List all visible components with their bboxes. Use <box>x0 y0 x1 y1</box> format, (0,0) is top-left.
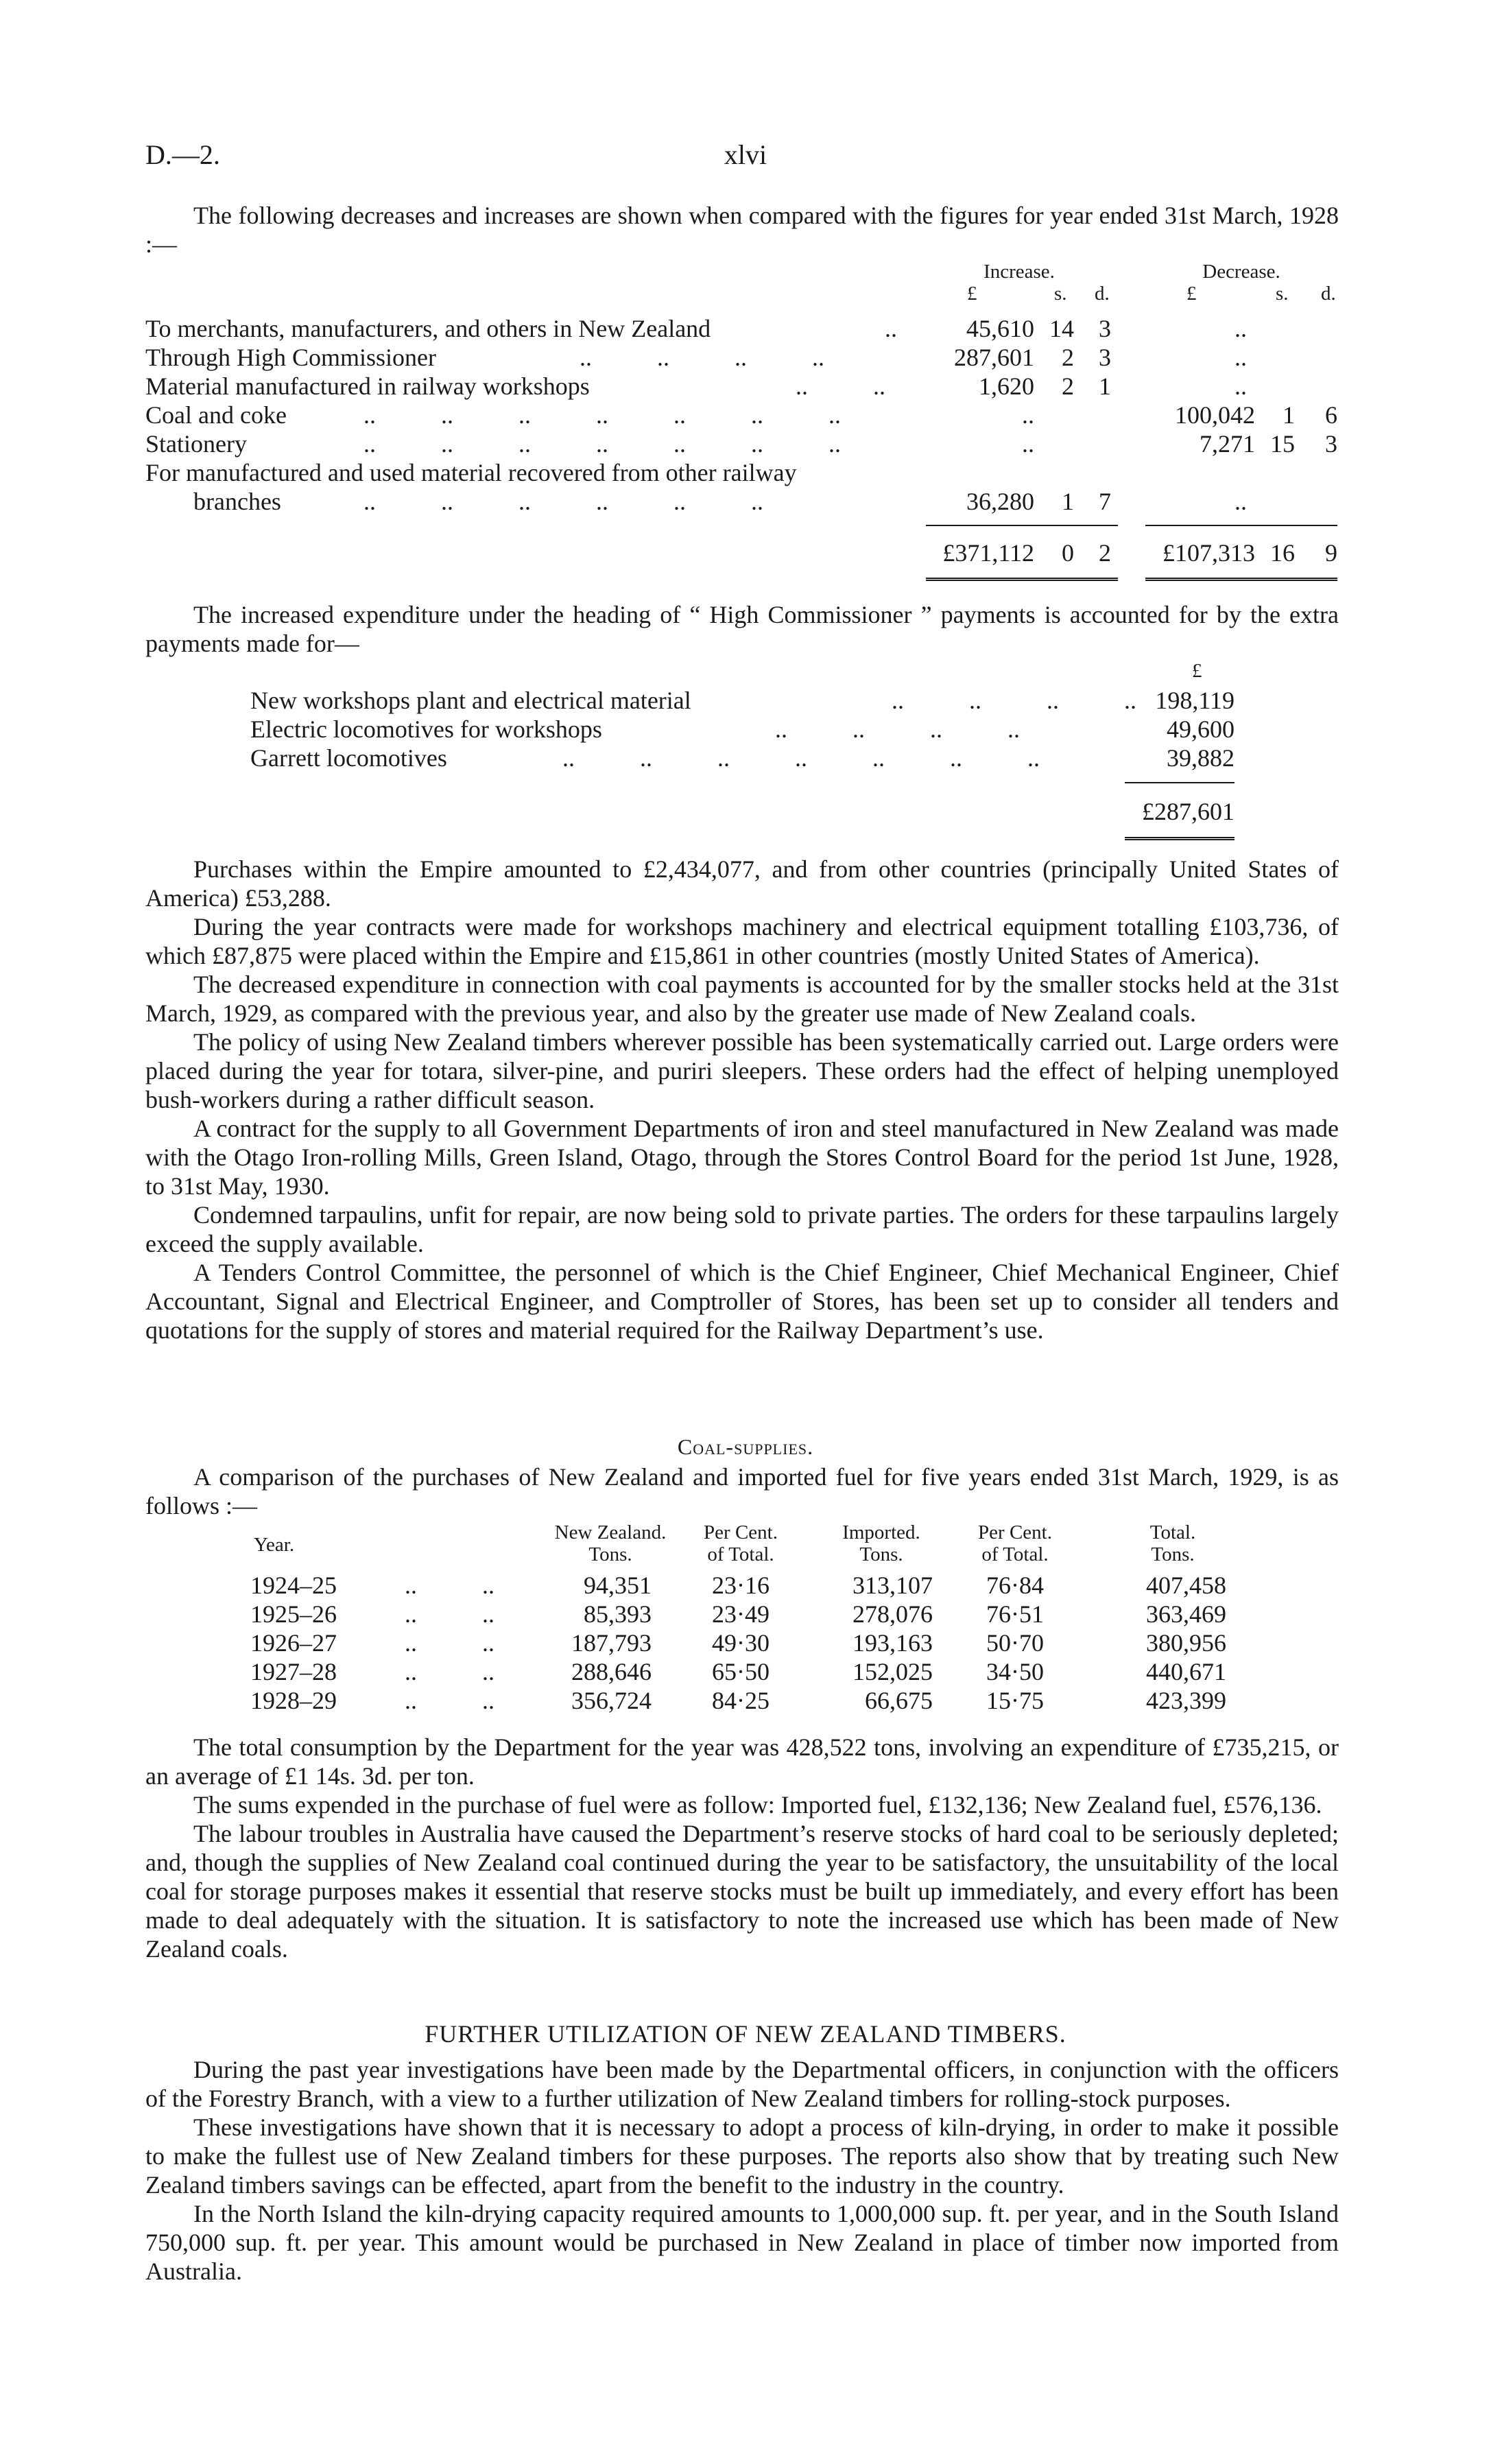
total-tons: 407,458 <box>1146 1572 1226 1599</box>
imported-percent: 76·84 <box>986 1572 1044 1599</box>
imported-tons: 66,675 <box>865 1687 933 1714</box>
decrease-shillings-unit: s. <box>1276 283 1289 305</box>
item-leader: .. .. .. .. .. .. .. <box>562 744 1040 772</box>
decrease-empty: .. <box>1234 315 1247 342</box>
increase-pence: 3 <box>1099 344 1111 371</box>
total-tons: 423,399 <box>1146 1687 1226 1714</box>
list-item <box>0 715 1491 744</box>
imported-header: Imported. Tons. <box>842 1521 920 1565</box>
decrease-empty: .. <box>1234 372 1247 400</box>
decrease-pence-unit: d. <box>1321 283 1336 305</box>
row-label: Coal and coke <box>145 401 287 429</box>
coal-intro: A comparison of the purchases of New Zealand and imported fuel for five years ended 31st March, 1929, is as follows :— <box>145 1463 1339 1519</box>
pct2-header: Per Cent. of Total. <box>978 1521 1052 1565</box>
timbers-heading: FURTHER UTILIZATION OF NEW ZEALAND TIMBERS. <box>425 2020 1066 2048</box>
paragraph: During the year contracts were made for workshops machinery and electrical equipment totalling £103,736, of which £87,875 were placed within the Empire and £15,861 in other countries (mostly United States of America). <box>145 913 1339 969</box>
paragraph: These investigations have shown that it is necessary to adopt a process of kiln-drying, in order to make it possible to make the fullest use of New Zealand timbers for these purposes. The reports also show that by treating such New Zealand timbers savings can be effected, apart from the benefit to the industry in the country. <box>145 2113 1339 2199</box>
table-row <box>0 1628 1491 1657</box>
row-leader: .. .. .. .. .. .. .. <box>363 430 841 458</box>
row-leader: .. .. <box>405 1629 494 1657</box>
nz-percent: 84·25 <box>712 1687 770 1714</box>
imported-tons: 193,163 <box>852 1629 933 1657</box>
increase-pounds: 1,620 <box>979 372 1034 400</box>
increase-column-header: Increase. <box>983 261 1055 283</box>
increase-empty: .. <box>1022 401 1034 429</box>
sum-rule <box>1125 782 1234 783</box>
row-leader: .. .. .. .. <box>580 344 824 371</box>
document-reference: D.—2. <box>145 139 220 170</box>
increase-pence: 7 <box>1099 488 1111 515</box>
increase-total-shillings: 0 <box>1062 539 1074 567</box>
increase-pence-unit: d. <box>1095 283 1110 305</box>
decrease-shillings: 1 <box>1283 401 1295 429</box>
table-row <box>0 343 1491 372</box>
item-label: New workshops plant and electrical material <box>250 687 691 714</box>
item-label: Garrett locomotives <box>250 744 447 772</box>
table-row <box>0 314 1491 343</box>
increase-shillings: 2 <box>1062 344 1074 371</box>
imported-percent: 15·75 <box>986 1687 1044 1714</box>
paragraph: During the past year investigations have been made by the Departmental officers, in conjunction with the officers of the Forestry Branch, with a view to a further utilization of New Zealand timbers for rolling-stock purposes. <box>145 2056 1339 2112</box>
row-label: To merchants, manufacturers, and others in New Zealand <box>145 315 711 342</box>
imported-percent: 50·70 <box>986 1629 1044 1657</box>
increase-shillings-unit: s. <box>1054 283 1067 305</box>
increase-pence: 1 <box>1099 372 1111 400</box>
table-row <box>0 458 1491 487</box>
decrease-empty: .. <box>1234 488 1247 515</box>
paragraph: Condemned tarpaulins, unfit for repair, are now being sold to private parties. The orders for these tarpaulins largely exceed the supply available. <box>145 1201 1339 1257</box>
increase-double-rule <box>926 578 1118 581</box>
table-row <box>0 487 1491 516</box>
pound-unit: £ <box>1192 660 1202 682</box>
year-cell: 1924–25 <box>250 1572 337 1599</box>
coal-paragraphs <box>145 1733 1339 1963</box>
pct1-header: Per Cent. of Total. <box>704 1521 778 1565</box>
imported-percent: 34·50 <box>986 1658 1044 1685</box>
decrease-pounds: 100,042 <box>1175 401 1255 429</box>
row-leader: .. .. <box>405 1600 494 1628</box>
coal-heading: Coal-supplies. <box>677 1434 814 1459</box>
timbers-paragraphs <box>145 2055 1339 2286</box>
year-cell: 1928–29 <box>250 1687 337 1714</box>
total-tons: 380,956 <box>1146 1629 1226 1657</box>
list-item <box>0 686 1491 715</box>
item-value: 39,882 <box>1167 744 1234 772</box>
table-row <box>0 372 1491 401</box>
item-leader: .. .. .. .. <box>892 687 1136 714</box>
decrease-pence: 3 <box>1325 430 1337 458</box>
table-row <box>0 1600 1491 1628</box>
page-number: xlvi <box>724 139 767 170</box>
totals-row <box>0 538 1491 567</box>
increase-pounds: 287,601 <box>954 344 1034 371</box>
year-cell: 1927–28 <box>250 1658 337 1685</box>
nz-percent: 23·16 <box>712 1572 770 1599</box>
imported-tons: 313,107 <box>852 1572 933 1599</box>
nz-percent: 23·49 <box>712 1600 770 1628</box>
total-tons: 363,469 <box>1146 1600 1226 1628</box>
decrease-pence: 6 <box>1325 401 1337 429</box>
table-row <box>0 401 1491 429</box>
year-header: Year. <box>254 1534 295 1556</box>
nz-percent: 49·30 <box>712 1629 770 1657</box>
table-row <box>0 1657 1491 1686</box>
row-label-line1: For manufactured and used material recovered from other railway <box>145 459 797 486</box>
nz-header: New Zealand. Tons. <box>554 1521 667 1565</box>
row-label: Stationery <box>145 430 247 458</box>
increase-total-pounds: £371,112 <box>942 539 1034 567</box>
decrease-column-header: Decrease. <box>1202 261 1280 283</box>
high-commissioner-total: £287,601 <box>1142 798 1234 825</box>
paragraph: The policy of using New Zealand timbers wherever possible has been systematically carried out. Large orders were placed during the year for totara, silver-pine, and puriri sleepers. These orders had the effect of helping unemployed bush-workers during a rather difficult season. <box>145 1028 1339 1113</box>
year-cell: 1926–27 <box>250 1629 337 1657</box>
nz-tons: 288,646 <box>571 1658 652 1685</box>
total-tons: 440,671 <box>1146 1658 1226 1685</box>
list-item <box>0 744 1491 772</box>
row-leader: .. .. .. .. .. .. .. <box>363 401 841 429</box>
increase-pence: 3 <box>1099 315 1111 342</box>
item-label: Electric locomotives for workshops <box>250 715 602 743</box>
increase-rule <box>926 525 1118 526</box>
table-row <box>0 1686 1491 1715</box>
row-leader: .. .. <box>405 1658 494 1685</box>
imported-percent: 76·51 <box>986 1600 1044 1628</box>
increase-shillings: 1 <box>1062 488 1074 515</box>
decrease-total-pence: 9 <box>1325 539 1337 567</box>
increase-empty: .. <box>1022 430 1034 458</box>
decrease-rule <box>1145 525 1337 526</box>
row-leader: .. .. <box>405 1572 494 1599</box>
decrease-double-rule <box>1145 578 1337 581</box>
nz-percent: 65·50 <box>712 1658 770 1685</box>
increase-pounds-unit: £ <box>967 283 977 305</box>
increase-shillings: 2 <box>1062 372 1074 400</box>
item-leader: .. .. .. .. <box>775 715 1020 743</box>
intro-paragraph: The following decreases and increases are shown when compared with the figures for year ended 31st March, 1928 :— <box>145 202 1339 258</box>
paragraph: The decreased expenditure in connection with coal payments is accounted for by the smaller stocks held at the 31st March, 1929, as compared with the previous year, and also by the greater use made of New Zealand coals. <box>145 971 1339 1027</box>
row-label-line2: branches <box>193 488 281 515</box>
paragraph: A contract for the supply to all Government Departments of iron and steel manufactured in New Zealand was made with the Otago Iron-rolling Mills, Green Island, Otago, through the Stores Control Board for the period 1st June, 1928, to 31st May, 1930. <box>145 1115 1339 1200</box>
nz-tons: 85,393 <box>584 1600 652 1628</box>
decrease-shillings: 15 <box>1270 430 1295 458</box>
table-row <box>0 429 1491 458</box>
year-cell: 1925–26 <box>250 1600 337 1628</box>
total-header: Total. Tons. <box>1149 1521 1196 1565</box>
body-paragraphs <box>145 855 1339 1344</box>
paragraph: Purchases within the Empire amounted to £2,434,077, and from other countries (principally United States of America) £53,288. <box>145 855 1339 912</box>
row-leader: .. .. .. .. .. .. <box>363 488 763 515</box>
nz-tons: 187,793 <box>571 1629 652 1657</box>
row-leader: .. <box>885 315 897 342</box>
decrease-empty: .. <box>1234 344 1247 371</box>
sum-double-rule <box>1125 837 1234 840</box>
row-leader: .. .. <box>796 372 885 400</box>
table-row <box>0 1571 1491 1600</box>
increase-shillings: 14 <box>1049 315 1074 342</box>
item-value: 49,600 <box>1167 715 1234 743</box>
paragraph: The sums expended in the purchase of fuel were as follow: Imported fuel, £132,136; New Zealand fuel, £576,136. <box>193 1791 1322 1819</box>
paragraph: A Tenders Control Committee, the personnel of which is the Chief Engineer, Chief Mechanical Engineer, Chief Accountant, Signal and Electrical Engineer, and Comptroller of Stores, has been set up to consider all tenders and quotations for the supply of stores and material required for the Railway Department’s use. <box>145 1259 1339 1344</box>
increase-pounds: 45,610 <box>966 315 1034 342</box>
paragraph: The labour troubles in Australia have caused the Department’s reserve stocks of hard coal to be seriously depleted; and, though the supplies of New Zealand coal continued during the year to be satisfactory, the unsuitability of the local coal for storage purposes makes it essential that reserve stocks must be built up immediately, and every effort has been made to deal adequately with the situation. It is satisfactory to note the increased use which has been made of New Zealand coals. <box>145 1820 1339 1963</box>
nz-tons: 356,724 <box>571 1687 652 1714</box>
row-label: Material manufactured in railway workshops <box>145 372 590 400</box>
imported-tons: 152,025 <box>852 1658 933 1685</box>
imported-tons: 278,076 <box>852 1600 933 1628</box>
decrease-pounds-unit: £ <box>1186 283 1197 305</box>
increase-total-pence: 2 <box>1099 539 1111 567</box>
decrease-total-shillings: 16 <box>1270 539 1295 567</box>
nz-tons: 94,351 <box>584 1572 652 1599</box>
decrease-pounds: 7,271 <box>1200 430 1255 458</box>
paragraph: In the North Island the kiln-drying capacity required amounts to 1,000,000 sup. ft. per year, and in the South Island 750,000 sup. ft. per year. This amount would be purchased in New Zealand in place of timber now imported from Australia. <box>145 2200 1339 2285</box>
paragraph: The total consumption by the Department for the year was 428,522 tons, involving an expenditure of £735,215, or an average of £1 14s. 3d. per ton. <box>145 1733 1339 1790</box>
row-label: Through High Commissioner <box>145 344 436 371</box>
high-commissioner-paragraph: The increased expenditure under the heading of “ High Commissioner ” payments is accounted for by the extra payments made for— <box>145 601 1339 657</box>
row-leader: .. .. <box>405 1687 494 1714</box>
item-value: 198,119 <box>1155 687 1234 714</box>
decrease-total-pounds: £107,313 <box>1162 539 1255 567</box>
increase-pounds: 36,280 <box>966 488 1034 515</box>
